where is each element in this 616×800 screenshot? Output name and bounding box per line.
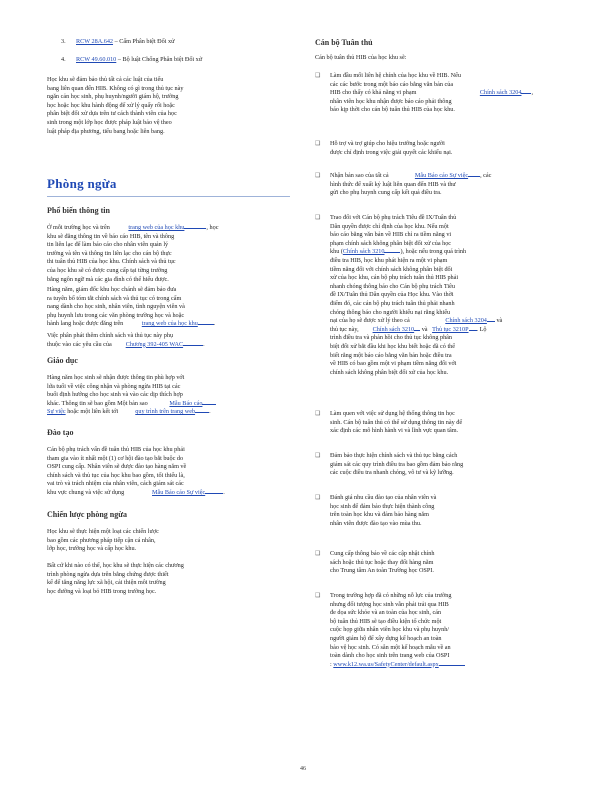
bullet-icon: ❑	[315, 551, 321, 557]
heading-pho-bien: Phổ biến thông tin	[47, 206, 110, 215]
bullet-icon: ❑	[315, 593, 321, 599]
district-website-link-2[interactable]: trang web của học khu	[141, 320, 198, 328]
rcw-28a-642-link[interactable]: RCW 28A.642	[76, 38, 114, 45]
policy-3210-link-2[interactable]: Chính sách 3210	[372, 325, 415, 333]
incident-report-form-link-2[interactable]: Mẫu Báo cáo Sự việc	[152, 488, 206, 496]
page-number: 46	[300, 766, 306, 772]
heading-giao-duc: Giáo dục	[47, 356, 78, 365]
chapter-392-405-wac-link[interactable]: Chương 392-405 WAC	[125, 340, 184, 348]
intro-paragraph: Học khu sẽ đảm bảo thủ tất cả các luật của tiểu bang liên quan đến HIB. Không có gì trong thủ tục này ngăn cản học sinh, phụ huynh/người giám hộ, trường học hoặc học khu hành động để xử lý quấy rối hoặc phân biệt đối xử dựa trên tư cách thành viên của học sinh trong một lớp học được pháp luật bảo vệ theo luật pháp địa phương, tiểu bang hoặc liên bang.	[47, 76, 184, 135]
bullet-icon: ❑	[315, 173, 321, 179]
chien-luoc-paragraph-1: Học khu sẽ thực hiện một loạt các chiến lược bao gồm các phương pháp tiếp cận cá nhân, lớp học, trường học và cấp học khu.	[47, 528, 159, 553]
incident-link[interactable]: Sự việc	[47, 408, 66, 416]
dao-tao-paragraph: Cán bộ phụ trách vấn đề tuân thủ HIB của học khu phải tham gia vào ít nhất một (1) cơ hội đào tạo bắt buộc do OSPI cung cấp. Nhân viên sẽ được đào tạo hàng năm về chính sách và thủ tục của học khu bao gồm, tối thiểu là, vai trò và trách nhiệm của nhân viên, cách giám sát các khu vực chung và việc sử dụng Mẫu Báo cáo Sự việc .	[47, 446, 225, 496]
bullet-icon: ❑	[315, 73, 321, 79]
compliance-intro: Cán bộ tuân thủ HIB của học khu sẽ:	[315, 54, 407, 61]
pho-bien-paragraph-2: Hàng năm, giám đốc khu học chánh sẽ đảm bảo đưa ra tuyên bố tóm tắt chính sách và thủ tục có trong cẩm nang dành cho học sinh, nhân viên, tình nguyện viên và phụ huynh lưu trong các văn phòng trường học và hoặc hành lang hoặc được đăng trên trang web của học khu .	[47, 286, 216, 328]
heading-can-bo-tuan-thu: Cán bộ Tuân thủ	[315, 38, 373, 47]
incident-report-form-link[interactable]: Mẫu Báo cáo	[169, 399, 203, 407]
pho-bien-paragraph-3: Việc phân phát thêm chính sách và thủ tục này phụ thuộc vào các yêu cầu của Chương 392-405 WAC .	[47, 332, 205, 348]
heading-chien-luoc: Chiến lược phòng ngừa	[47, 510, 128, 519]
ospi-safety-center-link[interactable]: www.k12.wa.us/SafetyCenter/default.aspx	[333, 660, 439, 668]
website-process-link[interactable]: quy trình trên trang web	[135, 408, 196, 416]
procedure-3210p-link[interactable]: Thủ tục 3210P	[432, 325, 469, 333]
district-website-link[interactable]: trang web của học khu	[128, 224, 185, 231]
section-title: Phòng ngừa	[47, 176, 117, 191]
policy-3204-link[interactable]: Chính sách 3204	[479, 89, 522, 97]
bullet-icon: ❑	[315, 495, 321, 501]
giao-duc-paragraph: Hàng năm học sinh sẽ nhận được thông tin phù hợp với lứa tuổi về việc công nhận và phòng ngừa HIB tại các buổi định hướng cho học sinh và vào các dịp thích hợp khác. Thông tin sẽ bao gồm Một bản sao Mẫu Báo cáo Sự việc hoặc một liên kết tới quy trình trên trang web .	[47, 374, 290, 417]
list-item-3: 3. RCW 28A.642 – Cấm Phân biệt Đối xử	[61, 38, 175, 45]
section-divider	[47, 196, 290, 197]
chien-luoc-paragraph-2: Bất cứ khi nào có thể, học khu sẽ thực hiện các chương trình phòng ngừa dựa trên bằng chứng được thiết kế để tăng năng lực xã hội, cải thiện môi trường học đường và loại bỏ HIB trong trường học.	[47, 562, 184, 595]
bullet-icon: ❑	[315, 453, 321, 459]
incident-report-form-link-3[interactable]: Mẫu Báo cáo Sự việc	[414, 172, 469, 179]
rcw-49-60-010-link[interactable]: RCW 49.60.010	[76, 56, 117, 63]
bullet-icon: ❑	[315, 215, 321, 221]
heading-dao-tao: Đào tạo	[47, 428, 74, 437]
policy-3204-link-2[interactable]: Chính sách 3204	[445, 317, 487, 325]
policy-3210-link[interactable]: Chính sách 3210	[342, 248, 385, 256]
pho-bien-paragraph-1: Ở mỗi trường học và trên trang web của học khu , học khu sẽ đăng thông tin về báo cáo HIB, tên và thông tin liên lạc để làm báo cáo cho nhân viên quản lý trường và tên và thông tin liên lạc cho cán bộ thực thi tuân thủ HIB của học khu. Chính sách và thủ tục của học khu sẽ có được cung cấp tại từng trường bằng ngôn ngữ mà các gia đình có thể hiểu được.	[47, 224, 219, 283]
bullet-icon: ❑	[315, 411, 321, 417]
list-item-4: 4. RCW 49.60.010 – Bộ luật Chống Phân biệt Đối xử	[61, 56, 203, 63]
bullet-icon: ❑	[315, 141, 321, 147]
